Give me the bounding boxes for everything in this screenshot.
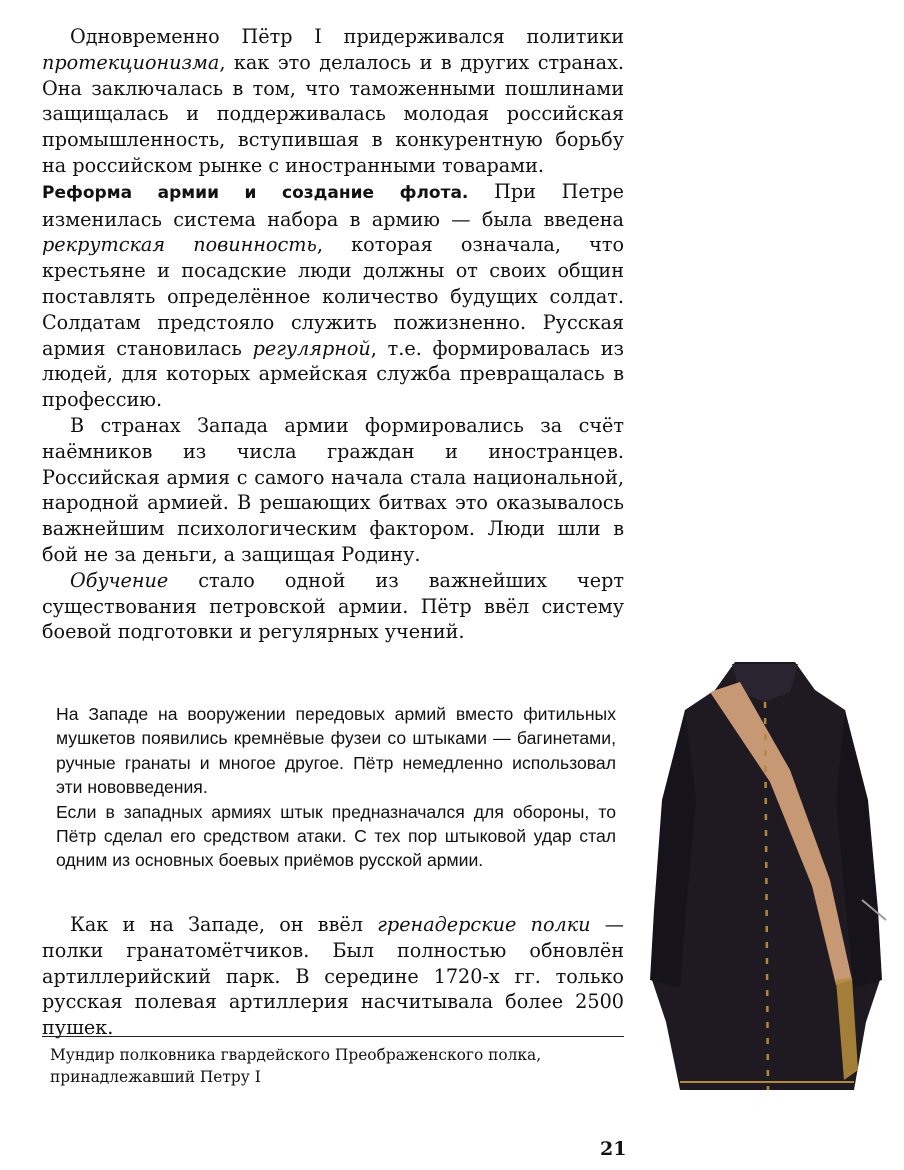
- caption-divider: [42, 1036, 624, 1037]
- figure-caption: Мундир полковника гвардейского Преображенского полка, принадлежавший Петру I: [50, 1046, 542, 1086]
- insert-paragraph-weapons: На Западе на вооружении передовых армий вместо фитильных мушкетов появились кремнёвые фузеи со штыками — багинетами, ручные гранаты и многое другое. Пётр немедленно использовал эти нововведения.: [56, 704, 616, 798]
- paragraph-protectionism: Одновременно Пётр I придерживался политики протекционизма, как это делалось и в других странах. Она заключалась в том, что таможенными пошлинами защищалась и поддерживалась молодая российская промышленность, вступившая в конкурентную борьбу на российском рынке с иностранными товарами.: [42, 25, 624, 177]
- term-regular: регулярной: [252, 336, 371, 360]
- lower-text: [42, 912, 624, 1041]
- uniform-illustration: [640, 650, 890, 1100]
- main-text: [42, 24, 624, 645]
- paragraph-training: Обучение стало одной из важнейших черт существования петровской армии. Пётр ввёл систему боевой подготовки и регулярных учений.: [42, 568, 624, 644]
- insert-paragraph-bayonet: Если в западных армиях штык предназначался для обороны, то Пётр сделал его средством атаки. С тех пор штыковой удар стал одним из основных боевых приёмов русской армии.: [56, 801, 616, 871]
- section-heading: Реформа армии и создание флота.: [42, 182, 469, 203]
- paragraph-grenadiers: Как и на Западе, он ввёл гренадерские полки — полки гранатомётчиков. Был полностью обновлён артиллерийский парк. В середине 1720-х гг. только русская полевая артиллерия насчитывала более 2500 пушек.: [42, 913, 624, 1040]
- term-training: Обучение: [70, 568, 169, 592]
- paragraph-army-reform: Реформа армии и создание флота. При Петре изменилась система набора в армию — была введена рекрутская повинность, которая означала, что крестьяне и посадские люди должны от своих общин поставлять определённое количество будущих солдат. Солдатам предстояло служить пожизненно. Русская армия становилась регулярной, т.е. формировалась из людей, для которых армейская служба превращалась в профессию.: [42, 179, 624, 412]
- page-number: 21: [600, 1138, 627, 1160]
- term-grenadiers: гренадерские полки: [377, 913, 591, 936]
- term-conscription: рекрутская повинность: [42, 233, 317, 257]
- paragraph-west-armies: В странах Запада армии формировались за счёт наёмников из числа граждан и иностранцев. Российская армия с самого начала стала национальной, народной армией. В решающих битвах это оказывалось важнейшим психологическим фактором. Люди шли в бой не за деньги, а защищая Родину.: [42, 413, 624, 566]
- term-protectionism: протекционизма: [42, 50, 220, 74]
- sidebar-insert: [56, 702, 616, 873]
